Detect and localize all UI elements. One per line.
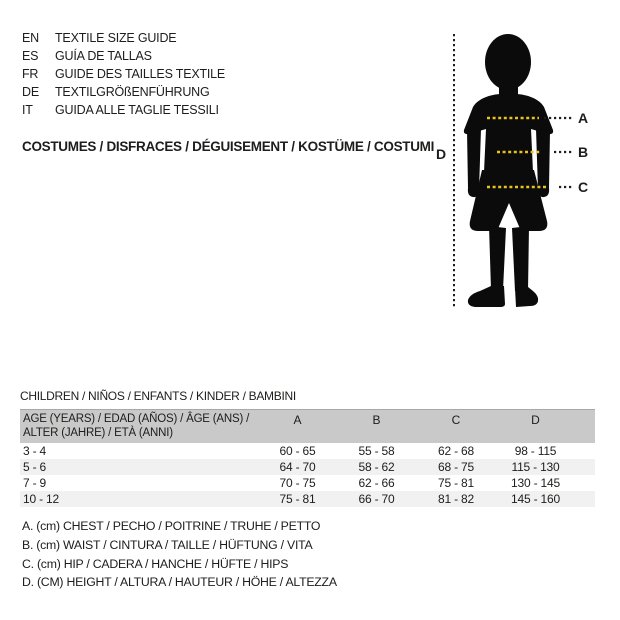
section-title-children: CHILDREN / NIÑOS / ENFANTS / KINDER / BAMBINI (20, 389, 296, 403)
height-cell: 115 - 130 (511, 460, 560, 474)
height-cell: 98 - 115 (514, 444, 557, 458)
age-header-line1: AGE (YEARS) / EDAD (AÑOS) / ÂGE (ANS) / (23, 413, 250, 425)
category-title: COSTUMES / DISFRACES / DÉGUISEMENT / KOSTÜME / COSTUMI (22, 139, 435, 154)
language-label: TEXTILE SIZE GUIDE (55, 31, 177, 45)
column-header-d: D (531, 413, 540, 427)
language-label: TEXTILGRÖßENFÜHRUNG (55, 85, 210, 99)
age-cell: 7 - 9 (23, 476, 47, 490)
age-column-header (20, 412, 258, 440)
chest-cell: 70 - 75 (279, 476, 316, 490)
chest-cell: 75 - 81 (279, 492, 316, 506)
hip-cell: 68 - 75 (438, 460, 474, 474)
column-header-c: C (451, 413, 461, 427)
table-row (20, 475, 595, 491)
age-cell: 5 - 6 (23, 460, 47, 474)
height-cell: 145 - 160 (511, 492, 560, 506)
size-table-body (20, 443, 595, 507)
note-hip: C. (cm) HIP / CADERA / HANCHE / HÜFTE / HIPS (22, 556, 289, 571)
language-list (22, 29, 225, 119)
language-label: GUIDE DES TAILLES TEXTILE (55, 67, 226, 81)
language-code: DE (22, 85, 39, 99)
measurement-figure (420, 20, 620, 320)
note-height: D. (CM) HEIGHT / ALTURA / HAUTEUR / HÖHE / ALTEZZA (22, 575, 337, 590)
size-table (20, 409, 595, 507)
hip-cell: 62 - 68 (438, 444, 474, 458)
language-code: IT (22, 103, 33, 117)
child-silhouette-icon (464, 34, 553, 307)
hip-cell: 75 - 81 (438, 476, 474, 490)
language-row-es (22, 47, 225, 65)
waist-cell: 55 - 58 (358, 444, 395, 458)
label-d: D (436, 146, 447, 162)
language-row-en (22, 29, 225, 47)
language-code: ES (22, 49, 39, 63)
age-cell: 10 - 12 (23, 492, 59, 506)
waist-cell: 62 - 66 (358, 476, 395, 490)
hip-cell: 81 - 82 (438, 492, 474, 506)
chest-cell: 64 - 70 (279, 460, 316, 474)
note-waist: B. (cm) WAIST / CINTURA / TAILLE / HÜFTUNG / VITA (22, 537, 313, 552)
chest-cell: 60 - 65 (279, 444, 316, 458)
column-header-b: B (372, 413, 381, 427)
language-label: GUÍA DE TALLAS (55, 49, 152, 63)
language-row-it (22, 101, 225, 119)
table-row (20, 459, 595, 475)
language-row-fr (22, 65, 225, 83)
language-code: EN (22, 31, 39, 45)
age-header-line2: ALTER (JAHRE) / ETÀ (ANNI) (23, 427, 173, 439)
measurement-notes (22, 517, 337, 592)
language-code: FR (22, 67, 39, 81)
language-label: GUIDA ALLE TAGLIE TESSILI (55, 103, 219, 117)
age-cell: 3 - 4 (23, 444, 47, 458)
child-silhouette-diagram (420, 20, 620, 320)
language-row-de (22, 83, 225, 101)
label-c: C (578, 179, 589, 195)
height-cell: 130 - 145 (511, 476, 560, 490)
waist-cell: 66 - 70 (358, 492, 395, 506)
table-row (20, 491, 595, 507)
note-chest: A. (cm) CHEST / PECHO / POITRINE / TRUHE / PETTO (22, 519, 321, 533)
label-b: B (578, 144, 589, 160)
table-row (20, 443, 595, 459)
column-header-a: A (293, 413, 302, 427)
size-table-header (20, 409, 595, 443)
label-a: A (578, 110, 589, 126)
waist-cell: 58 - 62 (358, 460, 395, 474)
